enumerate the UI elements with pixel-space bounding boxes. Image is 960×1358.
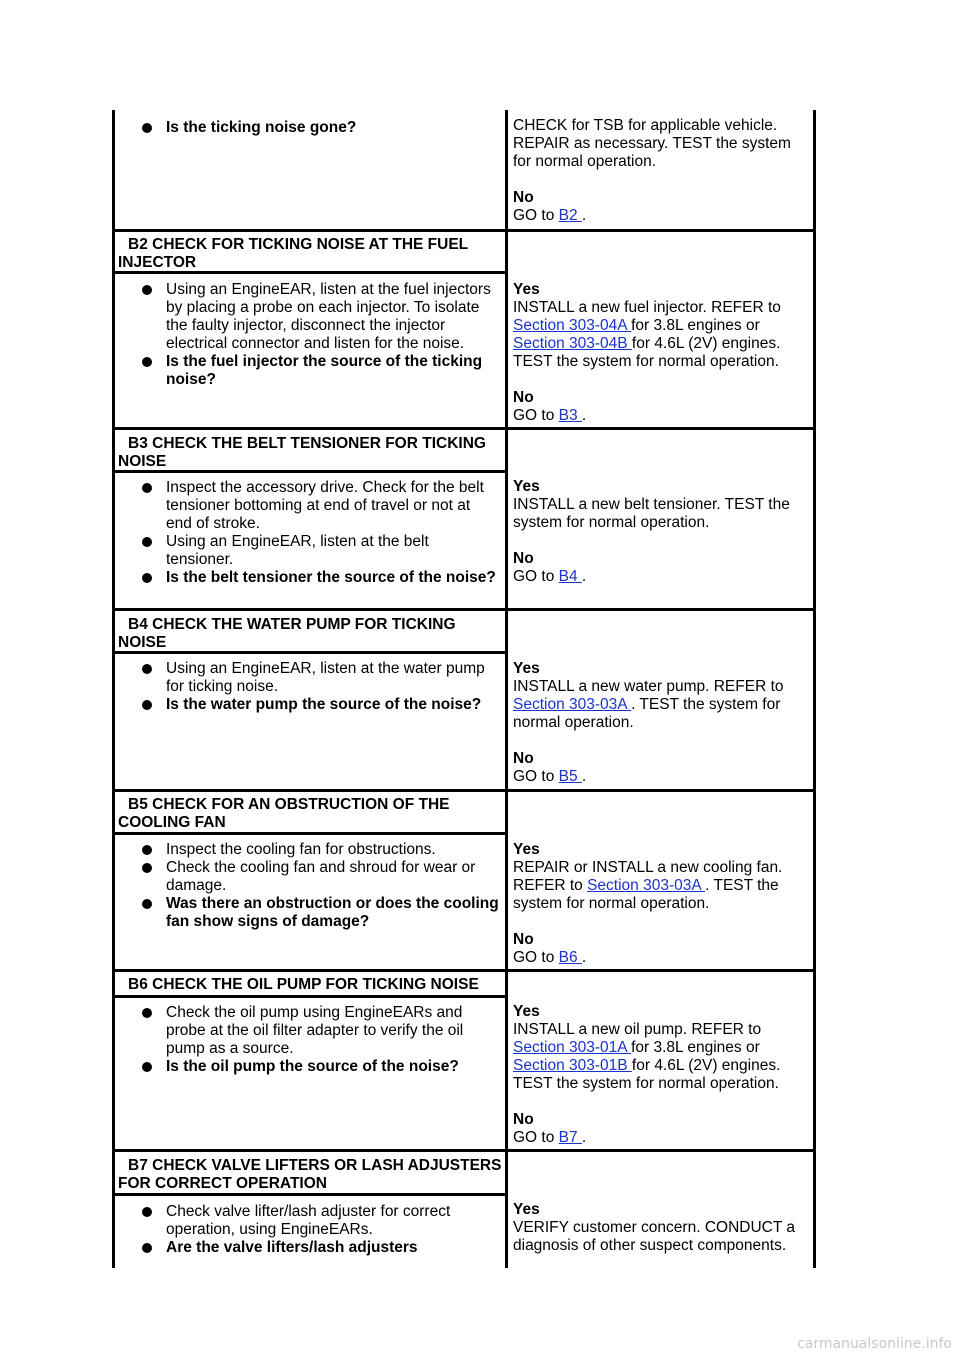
goto-link-b6[interactable]: B6 <box>558 949 582 966</box>
answer-text: INSTALL a new water pump. REFER to <box>513 678 784 695</box>
answer-text: REPAIR as necessary. TEST the system <box>513 135 791 152</box>
answer-text: TEST the system for normal operation. <box>513 1075 779 1092</box>
step-text: Check the cooling fan and shroud for wear or damage. <box>166 859 476 894</box>
bullet-icon <box>142 899 152 909</box>
step-heading-b3: B3 CHECK THE BELT TENSIONER FOR TICKING NOISE <box>118 435 486 470</box>
step-heading-b7: B7 CHECK VALVE LIFTERS OR LASH ADJUSTERS FOR CORRECT OPERATION <box>118 1157 502 1192</box>
section-link-303-04a[interactable]: Section 303-04A <box>513 317 632 334</box>
top-step-list <box>128 119 500 137</box>
b6-step-list <box>128 1004 500 1076</box>
no-prefix: GO to <box>513 1129 559 1146</box>
b2-answer <box>513 281 809 425</box>
table-right-border <box>813 110 816 1268</box>
list-item <box>128 1203 500 1239</box>
answer-text: VERIFY customer concern. CONDUCT a diagnosis of other suspect components. <box>513 1219 795 1254</box>
answer-text: for 3.8L engines or <box>631 317 760 334</box>
yes-label: Yes <box>513 478 540 495</box>
no-prefix: GO to <box>513 768 559 785</box>
answer-text: INSTALL a new oil pump. REFER to <box>513 1021 762 1038</box>
b2-step-list <box>128 281 500 389</box>
yes-label: Yes <box>513 841 540 858</box>
section-link-303-01b[interactable]: Section 303-01B <box>513 1057 632 1074</box>
no-label: No <box>513 550 534 567</box>
no-label: No <box>513 389 534 406</box>
step-heading-b2: B2 CHECK FOR TICKING NOISE AT THE FUEL INJECTOR <box>118 236 468 271</box>
answer-text: INSTALL a new fuel injector. REFER to <box>513 299 781 316</box>
heading-divider <box>112 1193 507 1196</box>
list-item <box>128 841 500 859</box>
list-item <box>128 895 500 931</box>
answer-text: for 4.6L (2V) engines. <box>631 335 781 352</box>
bullet-icon <box>142 863 152 873</box>
bullet-icon <box>142 537 152 547</box>
row-divider <box>112 969 816 972</box>
no-suffix: . <box>581 568 587 585</box>
bullet-icon <box>142 123 152 133</box>
step-question: Is the water pump the source of the noise? <box>166 696 482 713</box>
row-divider <box>112 229 816 232</box>
answer-text: for normal operation. <box>513 153 657 170</box>
answer-text: . TEST the system for normal operation. <box>513 696 781 731</box>
step-text: Using an EngineEAR, listen at the fuel injectors by placing a probe on each injector. To isolate the faulty injector, disconnect the injector electrical connector and listen for the noise. <box>166 281 491 352</box>
b4-answer <box>513 660 809 786</box>
b5-answer <box>513 841 809 967</box>
no-suffix: . <box>581 768 587 785</box>
section-link-303-01a[interactable]: Section 303-01A <box>513 1039 632 1056</box>
bullet-icon <box>142 664 152 674</box>
answer-text: INSTALL a new belt tensioner. TEST the system for normal operation. <box>513 496 790 531</box>
step-question: Are the valve lifters/lash adjusters <box>166 1239 418 1256</box>
section-link-303-03a[interactable]: Section 303-03A <box>587 877 706 894</box>
no-label: No <box>513 750 534 767</box>
list-item <box>128 1004 500 1058</box>
heading-divider <box>112 995 507 998</box>
bullet-icon <box>142 483 152 493</box>
list-item <box>128 479 500 533</box>
no-prefix: GO to <box>513 407 559 424</box>
no-suffix: . <box>581 1129 587 1146</box>
step-question: Is the fuel injector the source of the ticking noise? <box>166 353 483 388</box>
watermark: carmanualsonline.info <box>797 1336 952 1352</box>
step-heading-b6: B6 CHECK THE OIL PUMP FOR TICKING NOISE <box>128 976 479 993</box>
list-item <box>128 119 500 137</box>
bullet-icon <box>142 357 152 367</box>
no-prefix: GO to <box>513 568 559 585</box>
goto-link-b2[interactable]: B2 <box>558 207 582 224</box>
answer-text: for 3.8L engines or <box>631 1039 760 1056</box>
b4-step-list <box>128 660 500 714</box>
answer-text: CHECK for TSB for applicable vehicle. <box>513 117 778 134</box>
answer-text: TEST the system for normal operation. <box>513 353 779 370</box>
step-heading-b5: B5 CHECK FOR AN OBSTRUCTION OF THE COOLING FAN <box>118 796 450 831</box>
b3-step-list <box>128 479 500 587</box>
b7-answer <box>513 1201 809 1255</box>
b6-answer <box>513 1003 809 1147</box>
step-text: Inspect the accessory drive. Check for the belt tensioner bottoming at end of travel or not at end of stroke. <box>166 479 484 532</box>
list-item <box>128 859 500 895</box>
bullet-icon <box>142 700 152 710</box>
goto-link-b7[interactable]: B7 <box>558 1129 582 1146</box>
no-label: No <box>513 189 534 206</box>
row-divider <box>112 1149 816 1152</box>
no-label: No <box>513 1111 534 1128</box>
no-suffix: . <box>581 949 587 966</box>
b5-step-list <box>128 841 500 931</box>
heading-divider <box>112 832 507 835</box>
bullet-icon <box>142 573 152 583</box>
row-divider <box>112 789 816 792</box>
answer-text: REPAIR or INSTALL a new cooling fan. <box>513 859 783 876</box>
step-question: Was there an obstruction or does the cooling fan show signs of damage? <box>166 895 499 930</box>
no-prefix: GO to <box>513 949 559 966</box>
step-heading-b4: B4 CHECK THE WATER PUMP FOR TICKING NOISE <box>118 616 456 651</box>
bullet-icon <box>142 1243 152 1253</box>
top-answer <box>513 117 809 225</box>
goto-link-b5[interactable]: B5 <box>558 768 582 785</box>
bullet-icon <box>142 1008 152 1018</box>
list-item <box>128 1058 500 1076</box>
bullet-icon <box>142 285 152 295</box>
row-divider <box>112 608 816 611</box>
no-suffix: . <box>581 207 587 224</box>
step-text: Inspect the cooling fan for obstructions. <box>166 841 436 858</box>
table-left-border <box>112 110 115 1268</box>
bullet-icon <box>142 1062 152 1072</box>
goto-link-b3[interactable]: B3 <box>558 407 582 424</box>
yes-label: Yes <box>513 660 540 677</box>
row-divider <box>112 427 816 430</box>
step-text: Check valve lifter/lash adjuster for correct operation, using EngineEARs. <box>166 1203 451 1238</box>
list-item <box>128 281 500 353</box>
answer-text: . TEST the system for normal operation. <box>513 877 779 912</box>
yes-label: Yes <box>513 281 540 298</box>
list-item <box>128 353 500 389</box>
yes-label: Yes <box>513 1201 540 1218</box>
section-link-303-04b[interactable]: Section 303-04B <box>513 335 632 352</box>
list-item <box>128 533 500 569</box>
no-label: No <box>513 931 534 948</box>
yes-label: Yes <box>513 1003 540 1020</box>
step-question: Is the ticking noise gone? <box>166 119 357 136</box>
section-link-303-03a[interactable]: Section 303-03A <box>513 696 632 713</box>
step-text: Using an EngineEAR, listen at the belt tensioner. <box>166 533 429 568</box>
step-question: Is the belt tensioner the source of the noise? <box>166 569 496 586</box>
step-text: Check the oil pump using EngineEARs and probe at the oil filter adapter to verify the oil pump as a source. <box>166 1004 464 1057</box>
b3-answer <box>513 478 809 586</box>
answer-text: for 4.6L (2V) engines. <box>631 1057 781 1074</box>
bullet-icon <box>142 1207 152 1217</box>
list-item <box>128 1239 500 1257</box>
step-text: Using an EngineEAR, listen at the water pump for ticking noise. <box>166 660 485 695</box>
no-prefix: GO to <box>513 207 559 224</box>
step-question: Is the oil pump the source of the noise? <box>166 1058 459 1075</box>
no-suffix: . <box>581 407 587 424</box>
list-item <box>128 569 500 587</box>
b7-step-list <box>128 1203 500 1257</box>
list-item <box>128 696 500 714</box>
answer-text: REFER to <box>513 877 588 894</box>
table-middle-divider <box>505 110 508 1268</box>
goto-link-b4[interactable]: B4 <box>558 568 582 585</box>
bullet-icon <box>142 845 152 855</box>
list-item <box>128 660 500 696</box>
